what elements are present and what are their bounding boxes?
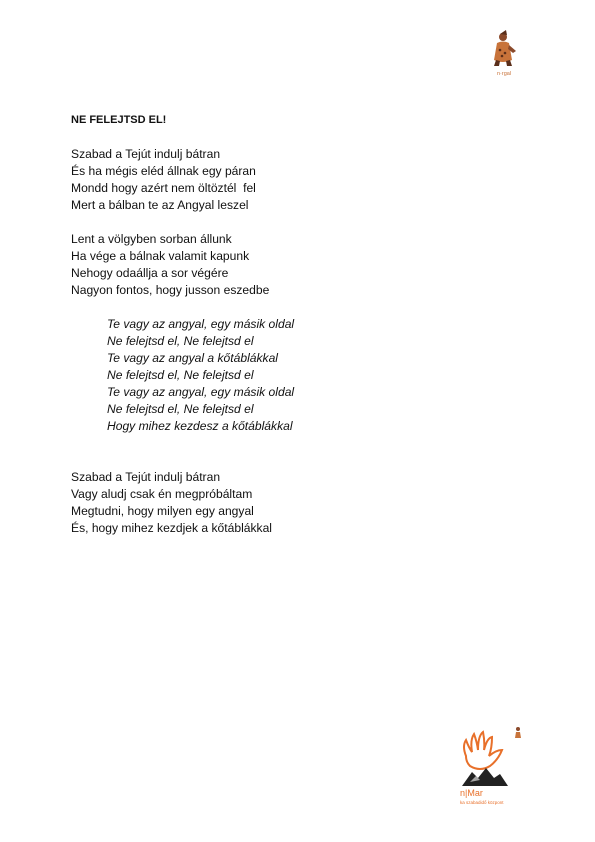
poem-line: Szabad a Tejút indulj bátran (71, 147, 221, 161)
poem-line: Ha vége a bálnak valamit kapunk (71, 249, 250, 263)
poem-line: Nagyon fontos, hogy jusson eszedbe (71, 283, 270, 297)
poem-line: Vagy aludj csak én megpróbáltam (71, 487, 253, 501)
figure-logo-svg (488, 30, 520, 78)
poem-line: Lent a völgyben sorban állunk (71, 232, 232, 246)
chorus-line: Te vagy az angyal, egy másik oldal (107, 385, 295, 399)
logo-hand-outline (464, 732, 502, 769)
stanza-2 (71, 231, 511, 299)
stanza-1 (71, 146, 511, 214)
poem (71, 112, 511, 554)
poem-title: NE FELEJTSD EL! (71, 114, 167, 126)
chorus-line: Ne felejtsd el, Ne felejtsd el (107, 334, 254, 348)
chorus-line: Hogy mihez kezdesz a kőtáblákkal (107, 419, 293, 433)
hand-logo-svg (456, 726, 526, 808)
logo-top-wordmark: n·rgal (496, 71, 512, 77)
poem-line: Nehogy odaállja a sor végére (71, 266, 229, 280)
hand-logo-icon (456, 726, 526, 808)
chorus-line: Ne felejtsd el, Ne felejtsd el (107, 368, 254, 382)
chorus-line: Ne felejtsd el, Ne felejtsd el (107, 402, 254, 416)
logo-foot (494, 60, 500, 66)
logo-dot (499, 49, 502, 52)
chorus-line: Te vagy az angyal, egy másik oldal (107, 317, 295, 331)
figure-logo-icon (488, 30, 520, 78)
poem-line: Megtudni, hogy milyen egy angyal (71, 504, 254, 518)
logo-body (494, 42, 512, 63)
logo-small-figure-head (516, 727, 520, 731)
chorus-line: Te vagy az angyal a kőtáblákkal (107, 351, 278, 365)
poem-line: És, hogy mihez kezdjek a kőtáblákkal (71, 521, 272, 535)
stanza-3 (71, 469, 511, 537)
logo-bottom-subtext: ka szabadidő központ (460, 800, 504, 805)
logo-foot (506, 60, 512, 66)
logo-mountain (462, 768, 508, 786)
logo-small-figure-body (515, 732, 521, 738)
logo-bottom-wordmark: n|Mar (460, 788, 483, 798)
logo-dot (504, 52, 507, 55)
chorus (107, 316, 511, 435)
logo-dot (501, 55, 504, 58)
poem-line: Mert a bálban te az Angyal leszel (71, 198, 249, 212)
poem-line: És ha mégis eléd állnak egy páran (71, 164, 256, 178)
poem-line: Szabad a Tejút indulj bátran (71, 470, 221, 484)
poem-line: Mondd hogy azért nem öltöztél fel (71, 181, 256, 195)
